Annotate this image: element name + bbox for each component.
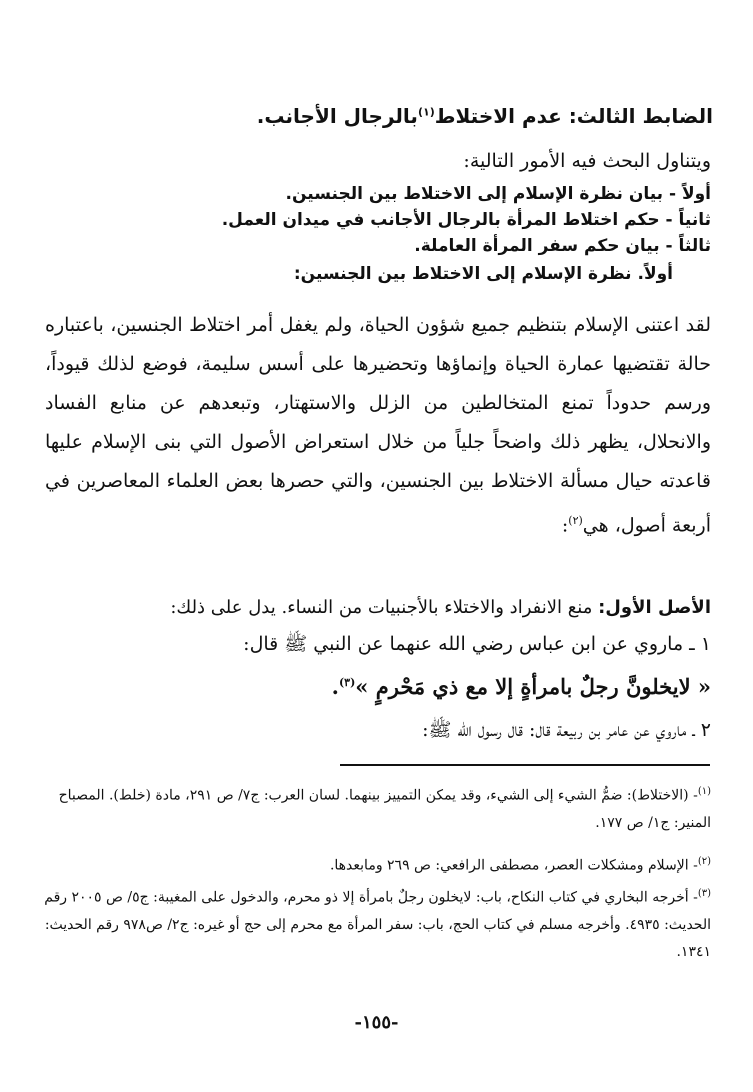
asl-first-label: الأصل الأول:: [598, 597, 711, 618]
footnote-text-1: - (الاختلاط): ضمُّ الشيء إلى الشيء، وقد يمكن التمييز بينهما. لسان العرب: ج٧/ ص ٢٩١، مادة (خلط). المصباح المنير: ج١/ ص ١٧٧.: [58, 787, 711, 831]
footnote-mark-3: (٣): [697, 888, 711, 899]
point-first: أولاً - بيان نظرة الإسلام إلى الاختلاط بين الجنسين.: [285, 184, 711, 204]
footnote-mark-1: (١): [697, 786, 711, 797]
footnote-mark-2: (٢): [697, 856, 711, 867]
section-heading: [33, 104, 713, 128]
heading-text-end: بالرجال الأجانب.: [256, 104, 418, 128]
footnote-text-3: - أخرجه البخاري في كتاب النكاح، باب: لايخلون رجلٌ بامرأة إلا ذو محرم، والدخول على المغيبة: ج٥/ ص ٢٠٠٥ رقم الحديث: ٤٩٣٥. وأخرجه مسلم في كتاب الحج، باب: سفر المرأة مع محرم إلى حج أو غيره: ج٢/ ص٩٧٨ رقم الحديث: ١٣٤١.: [44, 889, 711, 960]
body-end: :: [561, 514, 569, 537]
point-second: ثانياً - حكم اختلاط المرأة بالرجال الأجانب في ميدان العمل.: [221, 210, 711, 230]
footnote-ref-3[interactable]: (٣): [338, 676, 356, 689]
footnote-3: [43, 880, 711, 966]
asl-first-line: [45, 597, 711, 618]
body-paragraph: [45, 306, 711, 545]
hadith-text: « لايخلونَّ رجلٌ بامرأةٍ إلا مع ذي مَحْرمٍ »: [355, 674, 711, 699]
footnote-text-2: - الإسلام ومشكلات العصر، مصطفى الرافعي: ص ٢٦٩ ومابعدها.: [329, 857, 698, 874]
evidence-item-2: ٢ ـ ماروي عن عامر بن ربيعة قال: قال رسول الله ﷺ:: [422, 719, 711, 741]
page-number: -١٥٥-: [354, 1012, 399, 1033]
hadith-end: .: [331, 674, 339, 699]
point-third: ثالثاً - بيان حكم سفر المرأة العاملة.: [414, 236, 711, 256]
footnote-separator: [340, 764, 710, 766]
hadith-quote: [332, 674, 711, 699]
footnote-2: [43, 848, 711, 880]
subheading: أولاً. نظرة الإسلام إلى الاختلاط بين الجنسين:: [293, 264, 673, 284]
body-text: لقد اعتنى الإسلام بتنظيم جميع شؤون الحياة، ولم يغفل أمر اختلاط الجنسين، باعتباره حالة تقتضيها عمارة الحياة وإنماؤها وتحضيرها على أسس سليمة، فوضع لذلك قيوداً، ورسم حدوداً تمنع المتخالطين من الزلل والاستهتار، وتبعدهم عن منابع الفساد والانحلال، يظهر ذلك واضحاً جلياً من خلال استعراض الأصول التي بنى الإسلام عليها قاعدته حيال مسألة الاختلاط بين الجنسين، والتي حصرها بعض العلماء المعاصرين في أربعة أصول، هي: [45, 314, 711, 537]
footnote-ref-1[interactable]: (١): [417, 105, 435, 119]
asl-first-text: منع الانفراد والاختلاء بالأجنبيات من النساء. يدل على ذلك:: [170, 597, 599, 618]
footnote-1: [43, 778, 711, 837]
evidence-item-1: ١ ـ ماروي عن ابن عباس رضي الله عنهما عن النبي ﷺ قال:: [243, 633, 711, 655]
intro-line: ويتناول البحث فيه الأمور التالية:: [463, 150, 711, 172]
heading-text: الضابط الثالث: عدم الاختلاط: [434, 104, 713, 128]
footnote-ref-2[interactable]: (٢): [568, 514, 583, 527]
